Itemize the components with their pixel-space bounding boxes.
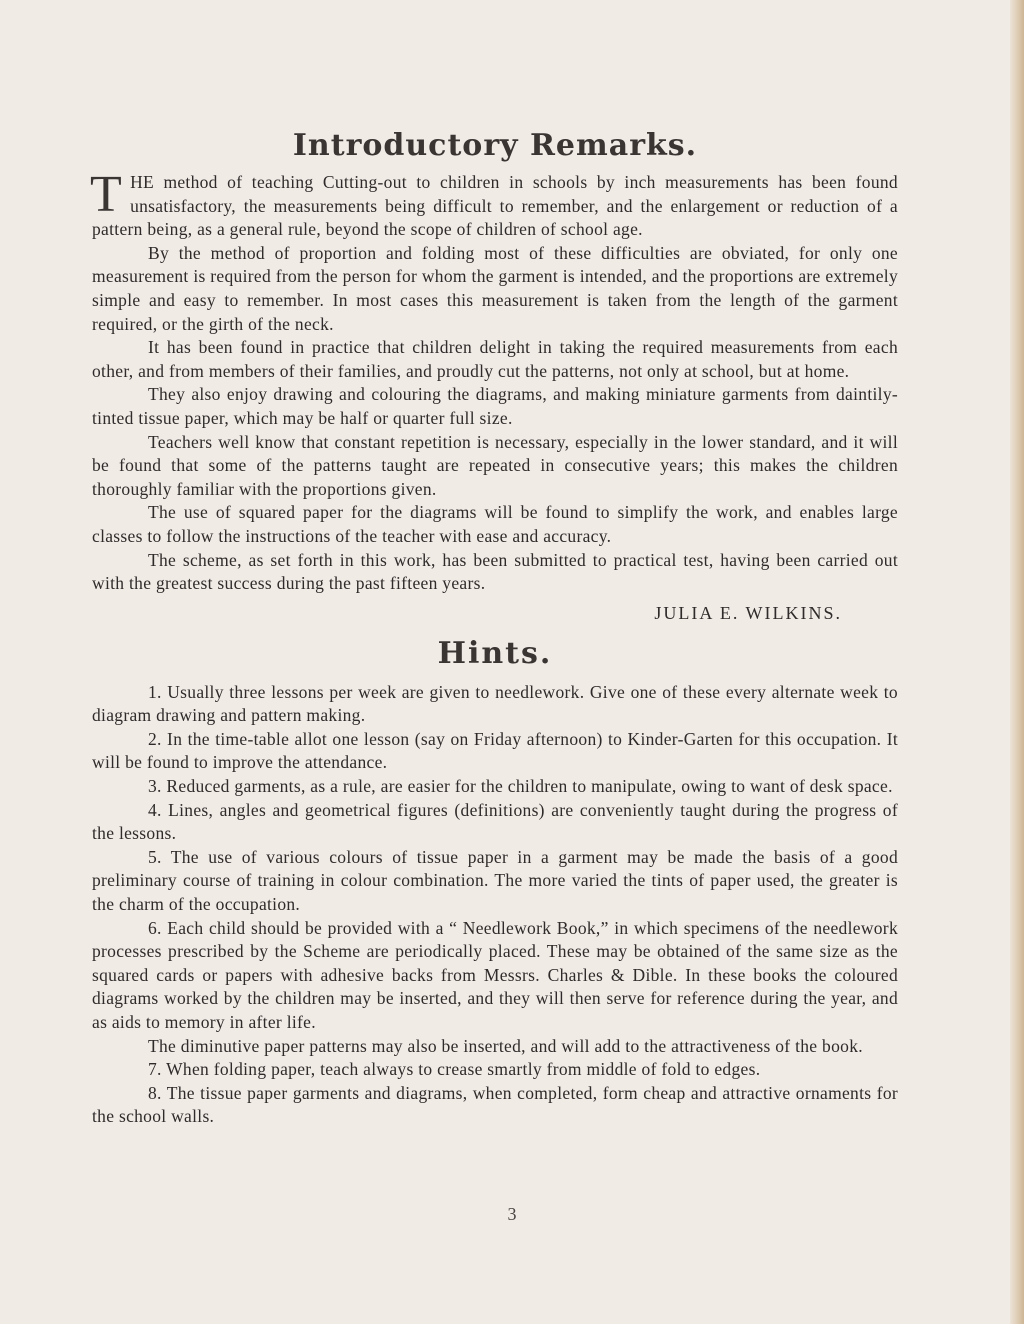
intro-paragraph-1-text: HE method of teaching Cutting-out to children in schools by inch measurements has been found unsatisfactory, the measurements being difficult to remember, and the enlargement or reduction of a pattern being, as a general rule, beyond the scope of children of school age. (92, 172, 898, 240)
author-signature: JULIA E. WILKINS. (654, 602, 842, 623)
hint-item: 5. The use of various colours of tissue paper in a garment may be made the basis of a good preliminary course of training in colour combination. The more varied the tints of paper used, the greater is the charm of the occupation. (92, 846, 898, 915)
intro-paragraph: By the method of proportion and folding most of these difficulties are obviated, for only one measurement is required from the person for whom the garment is intended, and the proportions are extremely simple and easy to remember. In most cases this measurement is taken from the length of the garment required, or the girth of the neck. (92, 242, 898, 334)
hint-item: 7. When folding paper, teach always to crease smartly from middle of fold to edges. (148, 1059, 761, 1080)
intro-heading: Introductory Remarks. (292, 128, 698, 163)
hint-item: 6. Each child should be provided with a “ Needlework Book,” in which specimens of the needlework processes prescribed by the Scheme are periodically placed. These may be obtained of the same size as the squared cards or papers with adhesive backs from Messrs. Charles & Dible. In these books the coloured diagrams worked by the children may be inserted, and they will then serve for reference during the year, and as aids to memory in after life. (92, 917, 898, 1032)
intro-paragraph: It has been found in practice that children delight in taking the required measurements from each other, and from members of their families, and proudly cut the patterns, not only at school, but at home. (92, 337, 898, 381)
hint-item: 1. Usually three lessons per week are given to needlework. Give one of these every alternate week to diagram drawing and pattern making. (92, 681, 898, 726)
hint-item: 8. The tissue paper garments and diagrams, when completed, form cheap and attractive ornaments for the school walls. (92, 1082, 898, 1127)
intro-paragraph: They also enjoy drawing and colouring the diagrams, and making miniature garments from daintily-tinted tissue paper, which may be half or quarter full size. (92, 384, 898, 428)
drop-cap: T (90, 166, 123, 223)
page-number: 3 (507, 1204, 517, 1224)
intro-paragraph: Teachers well know that constant repetition is necessary, especially in the lower standard, and it will be found that some of the patterns taught are repeated in consecutive years; this makes the children thoroughly familiar with the proportions given. (92, 431, 898, 499)
page-edge (1010, 0, 1024, 1324)
page-content (92, 128, 898, 1129)
hint-item: The diminutive paper patterns may also be inserted, and will add to the attractiveness of the book. (148, 1035, 863, 1056)
hint-item: 4. Lines, angles and geometrical figures (definitions) are conveniently taught during the progress of the lessons. (92, 799, 898, 844)
intro-paragraph-1 (90, 166, 898, 242)
hint-item: 2. In the time-table allot one lesson (say on Friday afternoon) to Kinder-Garten for this occupation. It will be found to improve the attendance. (92, 728, 898, 773)
intro-paragraph: The scheme, as set forth in this work, has been submitted to practical test, having been carried out with the greatest success during the past fifteen years. (92, 549, 898, 594)
hints-heading: Hints. (437, 635, 553, 671)
hint-item: 3. Reduced garments, as a rule, are easier for the children to manipulate, owing to want of desk space. (148, 776, 893, 797)
intro-paragraph: The use of squared paper for the diagrams will be found to simplify the work, and enables large classes to follow the instructions of the teacher with ease and accuracy. (92, 502, 898, 546)
